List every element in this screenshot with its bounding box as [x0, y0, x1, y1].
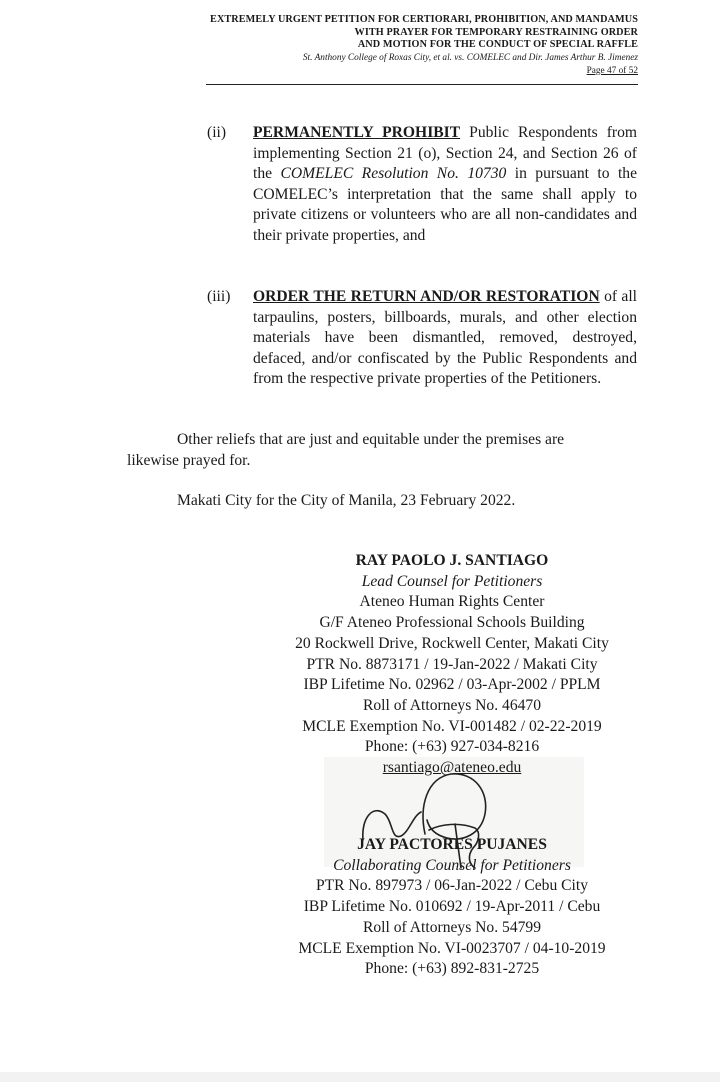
place-and-date: Makati City for the City of Manila, 23 February 2022.: [177, 492, 516, 509]
counsel-name: RAY PAOLO J. SANTIAGO: [355, 552, 549, 569]
item-italic-ref: COMELEC Resolution No. 10730: [280, 165, 507, 183]
lead-counsel-block: [240, 551, 664, 779]
item-number: (iii): [207, 288, 231, 305]
header-title-line-1: EXTREMELY URGENT PETITION FOR CERTIORARI, PROHIBITION, AND MANDAMUS: [210, 14, 638, 25]
document-header: [78, 14, 638, 77]
signature-stroke: [455, 824, 461, 868]
item-lead: ORDER THE RETURN AND/OR RESTORATION: [253, 288, 600, 305]
counsel-detail: MCLE Exemption No. VI-0023707 / 04-10-2019: [298, 939, 606, 957]
counsel-detail: PTR No. 8873171 / 19-Jan-2022 / Makati City: [306, 655, 598, 673]
item-body: [253, 123, 637, 247]
item-text-a: Public Respondents from implementing Section 21 (o), Section 24, and Section 26 of the: [253, 124, 638, 183]
reliefs-line-2: likewise prayed for.: [127, 452, 251, 469]
counsel-detail: Ateneo Human Rights Center: [359, 593, 545, 611]
item-text: of all tarpaulins, posters, billboards, murals, and other election materials have been dismantled, removed, destroyed, defaced, and/or confiscated by the Public Respondents and from the respective private properties of the Petitioners.: [253, 288, 637, 388]
counsel-email: rsantiago@ateneo.edu: [382, 759, 522, 777]
counsel-detail: PTR No. 897973 / 06-Jan-2022 / Cebu City: [315, 877, 589, 895]
counsel-detail: IBP Lifetime No. 02962 / 03-Apr-2002 / PPLM: [303, 676, 601, 694]
counsel-detail: Phone: (+63) 892-831-2725: [364, 960, 540, 978]
counsel-role: Lead Counsel for Petitioners: [361, 572, 543, 590]
header-title-line-2: WITH PRAYER FOR TEMPORARY RESTRAINING ORDER: [354, 26, 638, 38]
signature-stroke: [429, 824, 479, 868]
counsel-detail: MCLE Exemption No. VI-001482 / 02-22-2019: [302, 717, 602, 735]
signature-stroke: [363, 811, 421, 840]
item-text-b: in pursuant to the COMELEC’s interpretation that the same shall apply to private citizens or volunteers who are all non-candidates and their private properties, and: [253, 165, 638, 244]
item-body: [253, 287, 637, 390]
item-lead: PERMANENTLY PROHIBIT: [253, 124, 461, 141]
counsel-detail: Roll of Attorneys No. 46470: [362, 696, 542, 714]
header-case-caption: St. Anthony College of Roxas City, et al. vs. COMELEC and Dir. James Arthur B. Jimenez: [302, 52, 638, 63]
page-bottom-band: [0, 1072, 720, 1082]
counsel-detail: G/F Ateneo Professional Schools Building: [319, 614, 585, 632]
reliefs-line-1: Other reliefs that are just and equitable under the premises are: [177, 431, 565, 448]
header-divider: [206, 84, 638, 85]
counsel-role: Collaborating Counsel for Petitioners: [333, 856, 571, 874]
prayer-item-iii: [207, 287, 637, 390]
counsel-detail: 20 Rockwell Drive, Rockwell Center, Makati City: [295, 634, 609, 652]
header-title-line-3: AND MOTION FOR THE CONDUCT OF SPECIAL RAFFLE: [357, 39, 638, 51]
handwritten-signature: [355, 770, 525, 870]
prayer-item-ii: [207, 123, 637, 247]
counsel-detail: Phone: (+63) 927-034-8216: [364, 738, 540, 756]
item-number: (ii): [207, 124, 227, 141]
page-number: Page 47 of 52: [586, 65, 638, 76]
counsel-detail: Roll of Attorneys No. 54799: [362, 918, 542, 936]
counsel-name: JAY PACTORES PUJANES: [357, 836, 547, 853]
counsel-detail: IBP Lifetime No. 010692 / 19-Apr-2011 / Cebu: [303, 898, 601, 916]
